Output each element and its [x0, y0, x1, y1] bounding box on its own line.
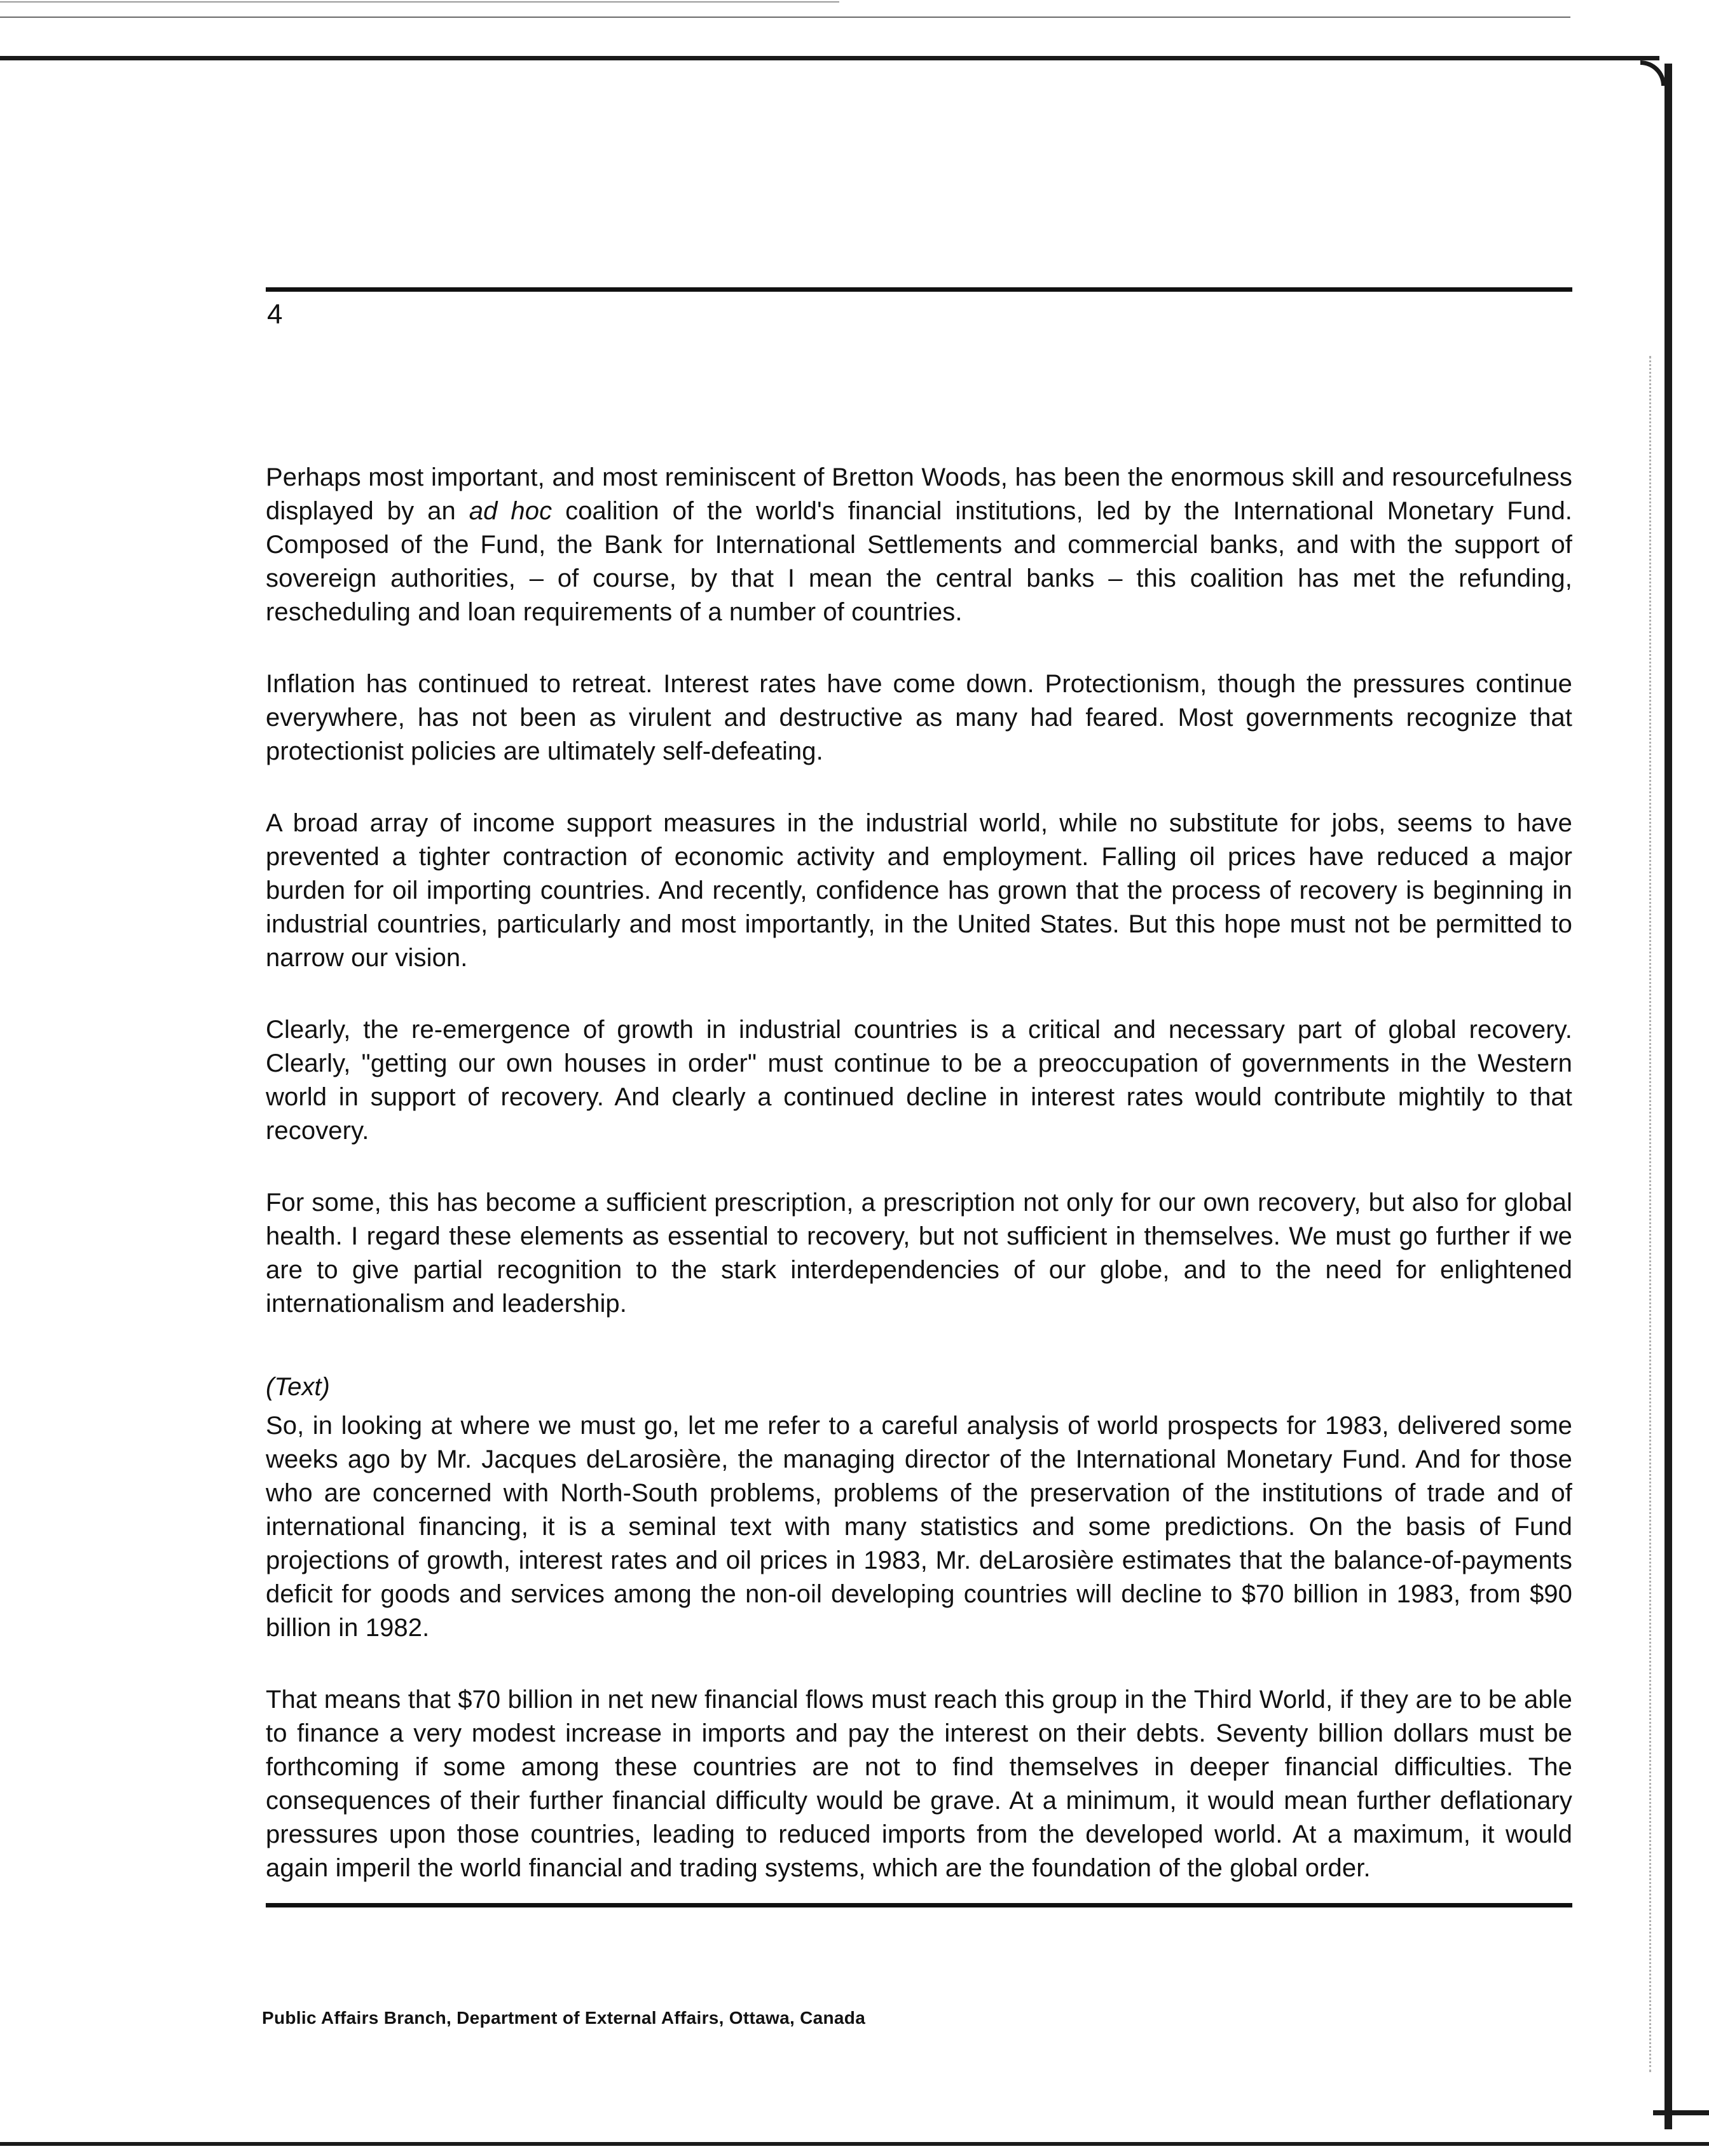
- header-rule: [266, 287, 1572, 292]
- scan-artifact-bottom-line: [0, 2142, 1709, 2146]
- paragraph: So, in looking at where we must go, let me refer to a careful analysis of world prospects for 1983, delivered some weeks ago by Mr. Jacques deLarosière, the managing director of the International Monetary Fund. And for those who are concerned with North-South problems, problems of the preservation of the institutions of trade and of international financing, it is a seminal text with many statistics and some predictions. On the basis of Fund projections of growth, interest rates and oil prices in 1983, Mr. deLarosière estimates that the balance-of-payments deficit for goods and services among the non-oil developing countries will decline to $70 billion in 1983, from $90 billion in 1982.: [266, 1412, 1572, 1642]
- paragraph-text: Perhaps most important, and most reminiscent of Bretton Woods, has been the enormous skill and resourcefulness displayed by an ad hoc coalition of the world's financial institutions, led by the International Monetary Fund. Composed of the Fund, the Bank for International Settlements and commercial banks, and with the support of sovereign authorities, – of course, by that I mean the central banks – this coalition has met the refunding, rescheduling and loan requirements of a number of countries.: [266, 463, 1573, 626]
- footer-rule: [266, 1903, 1572, 1907]
- emphasis: ad hoc: [469, 497, 553, 525]
- scan-artifact-top-faint: [0, 1, 839, 3]
- scan-artifact-corner: [1640, 60, 1666, 86]
- scan-artifact-top-line-faint: [0, 17, 1570, 18]
- paragraph: Clearly, the re-emergence of growth in industrial countries is a critical and necessary part of global recovery. Clearly, "getting our own houses in order" must continue to be a preoccupation of governments in the Western world in support of recovery. And clearly a continued decline in interest rates would contribute mightily to that recovery.: [266, 1016, 1572, 1145]
- footer-text: Public Affairs Branch, Department of External Affairs, Ottawa, Canada: [262, 2008, 866, 2028]
- scan-artifact-bottom-corner: [1653, 2110, 1709, 2115]
- paragraph: For some, this has become a sufficient prescription, a prescription not only for our own recovery, but also for global health. I regard these elements as essential to recovery, but not sufficient in themselves. We must go further if we are to give partial recognition to the stark interdependencies of our globe, and to the need for enlightened internationalism and leadership.: [266, 1189, 1572, 1318]
- scan-artifact-right-edge: [1664, 64, 1672, 2129]
- section-label: (Text): [266, 1373, 330, 1401]
- paragraph: Inflation has continued to retreat. Interest rates have come down. Protectionism, though the pressures continue everywhere, has not been as virulent and destructive as many had feared. Most governments recognize that protectionist policies are ultimately self-defeating.: [266, 670, 1572, 765]
- paragraph: [266, 461, 1572, 629]
- scan-artifact-top-line: [0, 56, 1659, 60]
- body-text: [266, 461, 1572, 1885]
- paragraph: A broad array of income support measures in the industrial world, while no substitute for jobs, seems to have prevented a tighter contraction of economic activity and employment. Falling oil prices have reduced a major burden for oil importing countries. And recently, confidence has grown that the process of recovery is beginning in industrial countries, particularly and most importantly, in the United States. But this hope must not be permitted to narrow our vision.: [266, 809, 1572, 972]
- page-number: 4: [267, 299, 283, 330]
- paragraph: That means that $70 billion in net new financial flows must reach this group in the Third World, if they are to be able to finance a very modest increase in imports and pay the interest on their debts. Seventy billion dollars must be forthcoming if some among these countries are not to find themselves in deeper financial difficulties. The consequences of their further financial difficulty would be grave. At a minimum, it would mean further deflationary pressures upon those countries, leading to reduced imports from the developed world. At a maximum, it would again imperil the world financial and trading systems, which are the foundation of the global order.: [266, 1686, 1572, 1882]
- scan-artifact-dotted-line: [1649, 356, 1651, 2072]
